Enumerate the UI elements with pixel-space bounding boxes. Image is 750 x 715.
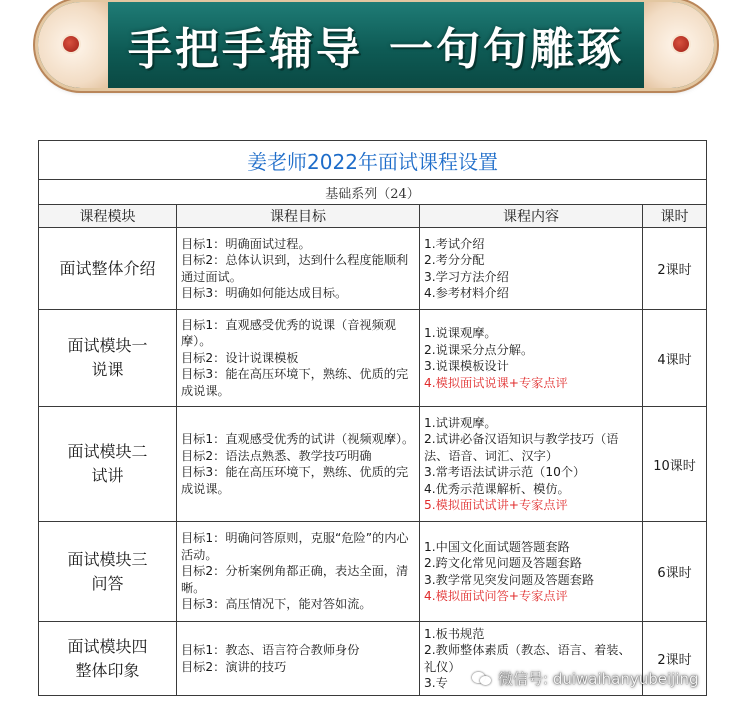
banner-title-part2: 一句句雕琢: [389, 24, 624, 75]
content-line: 1.考试介绍: [424, 236, 485, 251]
course-table: [38, 140, 707, 696]
goal-line: 目标1：直观感受优秀的试讲（视频观摩）。: [181, 432, 415, 446]
hours-cell: 2课时: [643, 622, 707, 696]
module-subname: 说课: [91, 360, 124, 379]
content-line: 3.说课模板设计: [424, 359, 509, 373]
content-line: 3.学习方法介绍: [424, 269, 509, 284]
module-subname: 整体印象: [75, 660, 140, 680]
goal-cell: [177, 407, 420, 522]
module-cell: [39, 407, 177, 522]
goal-line: 目标2：语法点熟悉、教学技巧明确: [181, 448, 372, 463]
goal-line: 目标2：演讲的技巧: [181, 659, 287, 674]
table-row: [39, 522, 707, 622]
module-cell: [39, 522, 177, 622]
content-line-highlight: 4.模拟面试说课+专家点评: [424, 375, 568, 390]
module-name: 面试模块一: [67, 336, 148, 355]
table-row: [39, 310, 707, 407]
module-name: 面试整体介绍: [59, 258, 156, 278]
banner-left-dot-icon: [63, 36, 79, 52]
banner: [38, 2, 714, 88]
module-name: 面试模块四: [67, 636, 148, 656]
hours-cell: 10课时: [643, 407, 707, 522]
table-row: [39, 228, 707, 310]
goal-cell: [177, 522, 420, 622]
content-cell: [420, 228, 643, 310]
content-line-highlight: 5.模拟面试试讲+专家点评: [424, 498, 568, 512]
hours-cell: 2课时: [643, 228, 707, 310]
content-line: 2.教师整体素质（教态、语言、着装、礼仪）: [424, 643, 631, 674]
module-cell: [39, 622, 177, 696]
goal-cell: [177, 310, 420, 407]
content-line: 3.专: [424, 676, 448, 690]
goal-line: 目标1：教态、语言符合教师身份: [181, 643, 360, 657]
module-subname: 试讲: [91, 466, 124, 485]
banner-right-dot-icon: [673, 36, 689, 52]
content-line: 2.考分分配: [424, 253, 485, 267]
banner-title-part1: 手把手辅导: [128, 24, 363, 75]
content-line: 1.试讲观摩。: [424, 415, 497, 430]
content-line: 3.教学常见突发问题及答题套路: [424, 572, 595, 587]
goal-line: 目标3：高压情况下，能对答如流。: [181, 597, 372, 612]
content-line: 2.跨文化常见问题及答题套路: [424, 556, 582, 570]
goal-line: 目标2：总体认识到，达到什么程度能顺利通过面试。: [181, 253, 409, 284]
content-line: 4.优秀示范课解析、模仿。: [424, 481, 570, 496]
content-cell: [420, 622, 643, 696]
content-line: 2.说课采分点分解。: [424, 342, 534, 357]
goal-line: 目标1：直观感受优秀的说课（音视频观摩）。: [181, 317, 396, 349]
goal-line: 目标3：能在高压环境下，熟练、优质的完成说课。: [181, 465, 409, 496]
content-line-highlight: 4.模拟面试问答+专家点评: [424, 589, 568, 603]
module-subname: 问答: [91, 573, 124, 593]
content-line: 1.中国文化面试题答题套路: [424, 539, 570, 554]
content-line: 1.板书规范: [424, 626, 485, 641]
goal-cell: [177, 228, 420, 310]
content-cell: [420, 522, 643, 622]
module-cell: [39, 310, 177, 407]
header-module: 课程模块: [39, 205, 177, 228]
goal-line: 目标1：明确面试过程。: [181, 236, 311, 251]
content-cell: [420, 407, 643, 522]
goal-line: 目标1：明确问答原则，克服“危险”的内心活动。: [181, 531, 409, 562]
table-row: [39, 407, 707, 522]
goal-cell: [177, 622, 420, 696]
content-line: 4.参考材料介绍: [424, 286, 509, 300]
table-row: [39, 622, 707, 696]
goal-line: 目标3：明确如何能达成目标。: [181, 286, 348, 300]
goal-line: 目标2：分析案例角都正确，表达全面，清晰。: [181, 564, 409, 595]
module-name: 面试模块三: [67, 549, 148, 569]
content-line: 3.常考语法试讲示范（10个）: [424, 465, 586, 479]
content-line: 1.说课观摩。: [424, 326, 497, 340]
series-label: 基础系列（24）: [39, 180, 707, 205]
hours-cell: 6课时: [643, 522, 707, 622]
hours-cell: 4课时: [643, 310, 707, 407]
goal-line: 目标2：设计说课模板: [181, 350, 299, 365]
watermark-text: 微信号: duiwaihanyubeijing: [498, 670, 699, 688]
content-cell: [420, 310, 643, 407]
header-goal: 课程目标: [177, 205, 420, 228]
module-cell: [39, 228, 177, 310]
goal-line: 目标3：能在高压环境下，熟练、优质的完成说课。: [181, 367, 409, 398]
table-title: 姜老师2022年面试课程设置: [39, 141, 707, 180]
module-name: 面试模块二: [67, 442, 148, 461]
header-hours: 课时: [643, 205, 707, 228]
banner-title: [108, 2, 644, 88]
header-content: 课程内容: [420, 205, 643, 228]
content-line: 2.试讲必备汉语知识与教学技巧（语法、语音、词汇、汉字）: [424, 432, 619, 463]
